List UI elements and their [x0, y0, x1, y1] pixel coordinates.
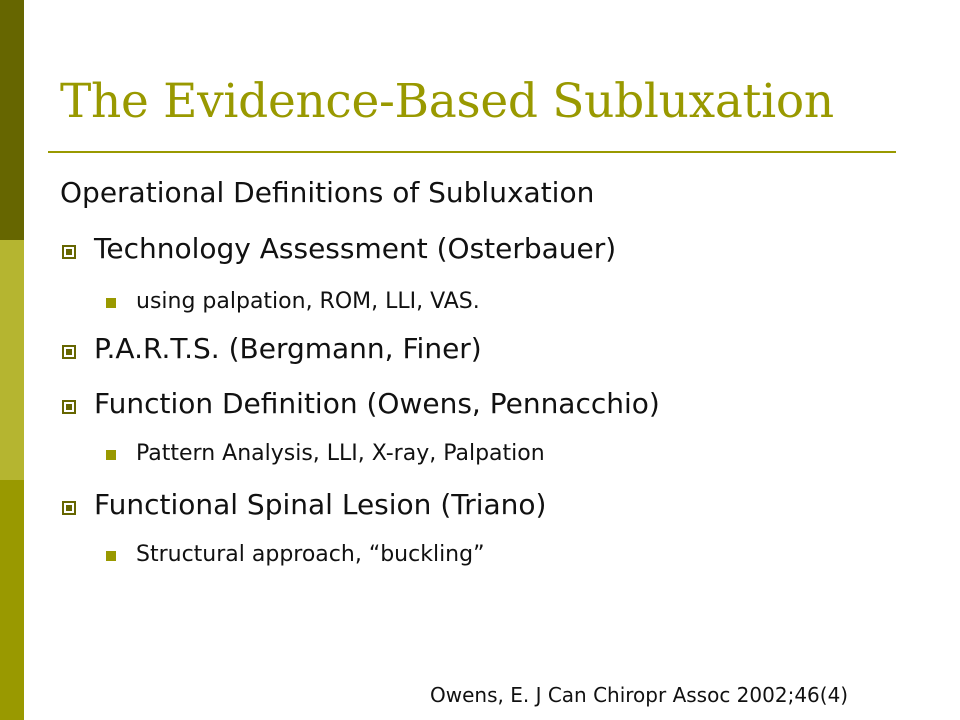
- bullet-text: P.A.R.T.S. (Bergmann, Finer): [94, 332, 482, 365]
- sidebar-decoration: [0, 0, 24, 720]
- sidebar-segment-mid: [0, 480, 24, 720]
- bullet-item-parts: [62, 332, 482, 365]
- filled-square-bullet-icon: [106, 450, 116, 460]
- sub-bullet-text: Pattern Analysis, LLI, X-ray, Palpation: [136, 441, 545, 466]
- sidebar-segment-light: [0, 240, 24, 480]
- slide-title: The Evidence-Based Subluxation: [60, 74, 834, 129]
- hollow-square-bullet-icon: [62, 345, 76, 359]
- sub-bullet-item-pattern-analysis: [106, 441, 545, 466]
- title-divider: [48, 151, 896, 153]
- sub-bullet-text: Structural approach, “buckling”: [136, 542, 485, 567]
- slide-heading: Operational Definitions of Subluxation: [60, 176, 595, 209]
- sub-bullet-item-palpation: [106, 289, 480, 314]
- hollow-square-bullet-icon: [62, 245, 76, 259]
- sub-bullet-item-structural-approach: [106, 542, 485, 567]
- bullet-text: Functional Spinal Lesion (Triano): [94, 488, 547, 521]
- bullet-text: Function Definition (Owens, Pennacchio): [94, 387, 660, 420]
- bullet-item-function-definition: [62, 387, 660, 420]
- filled-square-bullet-icon: [106, 551, 116, 561]
- filled-square-bullet-icon: [106, 298, 116, 308]
- hollow-square-bullet-icon: [62, 400, 76, 414]
- bullet-item-functional-spinal-lesion: [62, 488, 546, 521]
- hollow-square-bullet-icon: [62, 501, 76, 515]
- bullet-item-technology-assessment: [62, 232, 616, 265]
- citation: Owens, E. J Can Chiropr Assoc 2002;46(4): [430, 683, 849, 707]
- bullet-text: Technology Assessment (Osterbauer): [94, 232, 617, 265]
- sidebar-segment-dark: [0, 0, 24, 240]
- sub-bullet-text: using palpation, ROM, LLI, VAS.: [136, 289, 480, 314]
